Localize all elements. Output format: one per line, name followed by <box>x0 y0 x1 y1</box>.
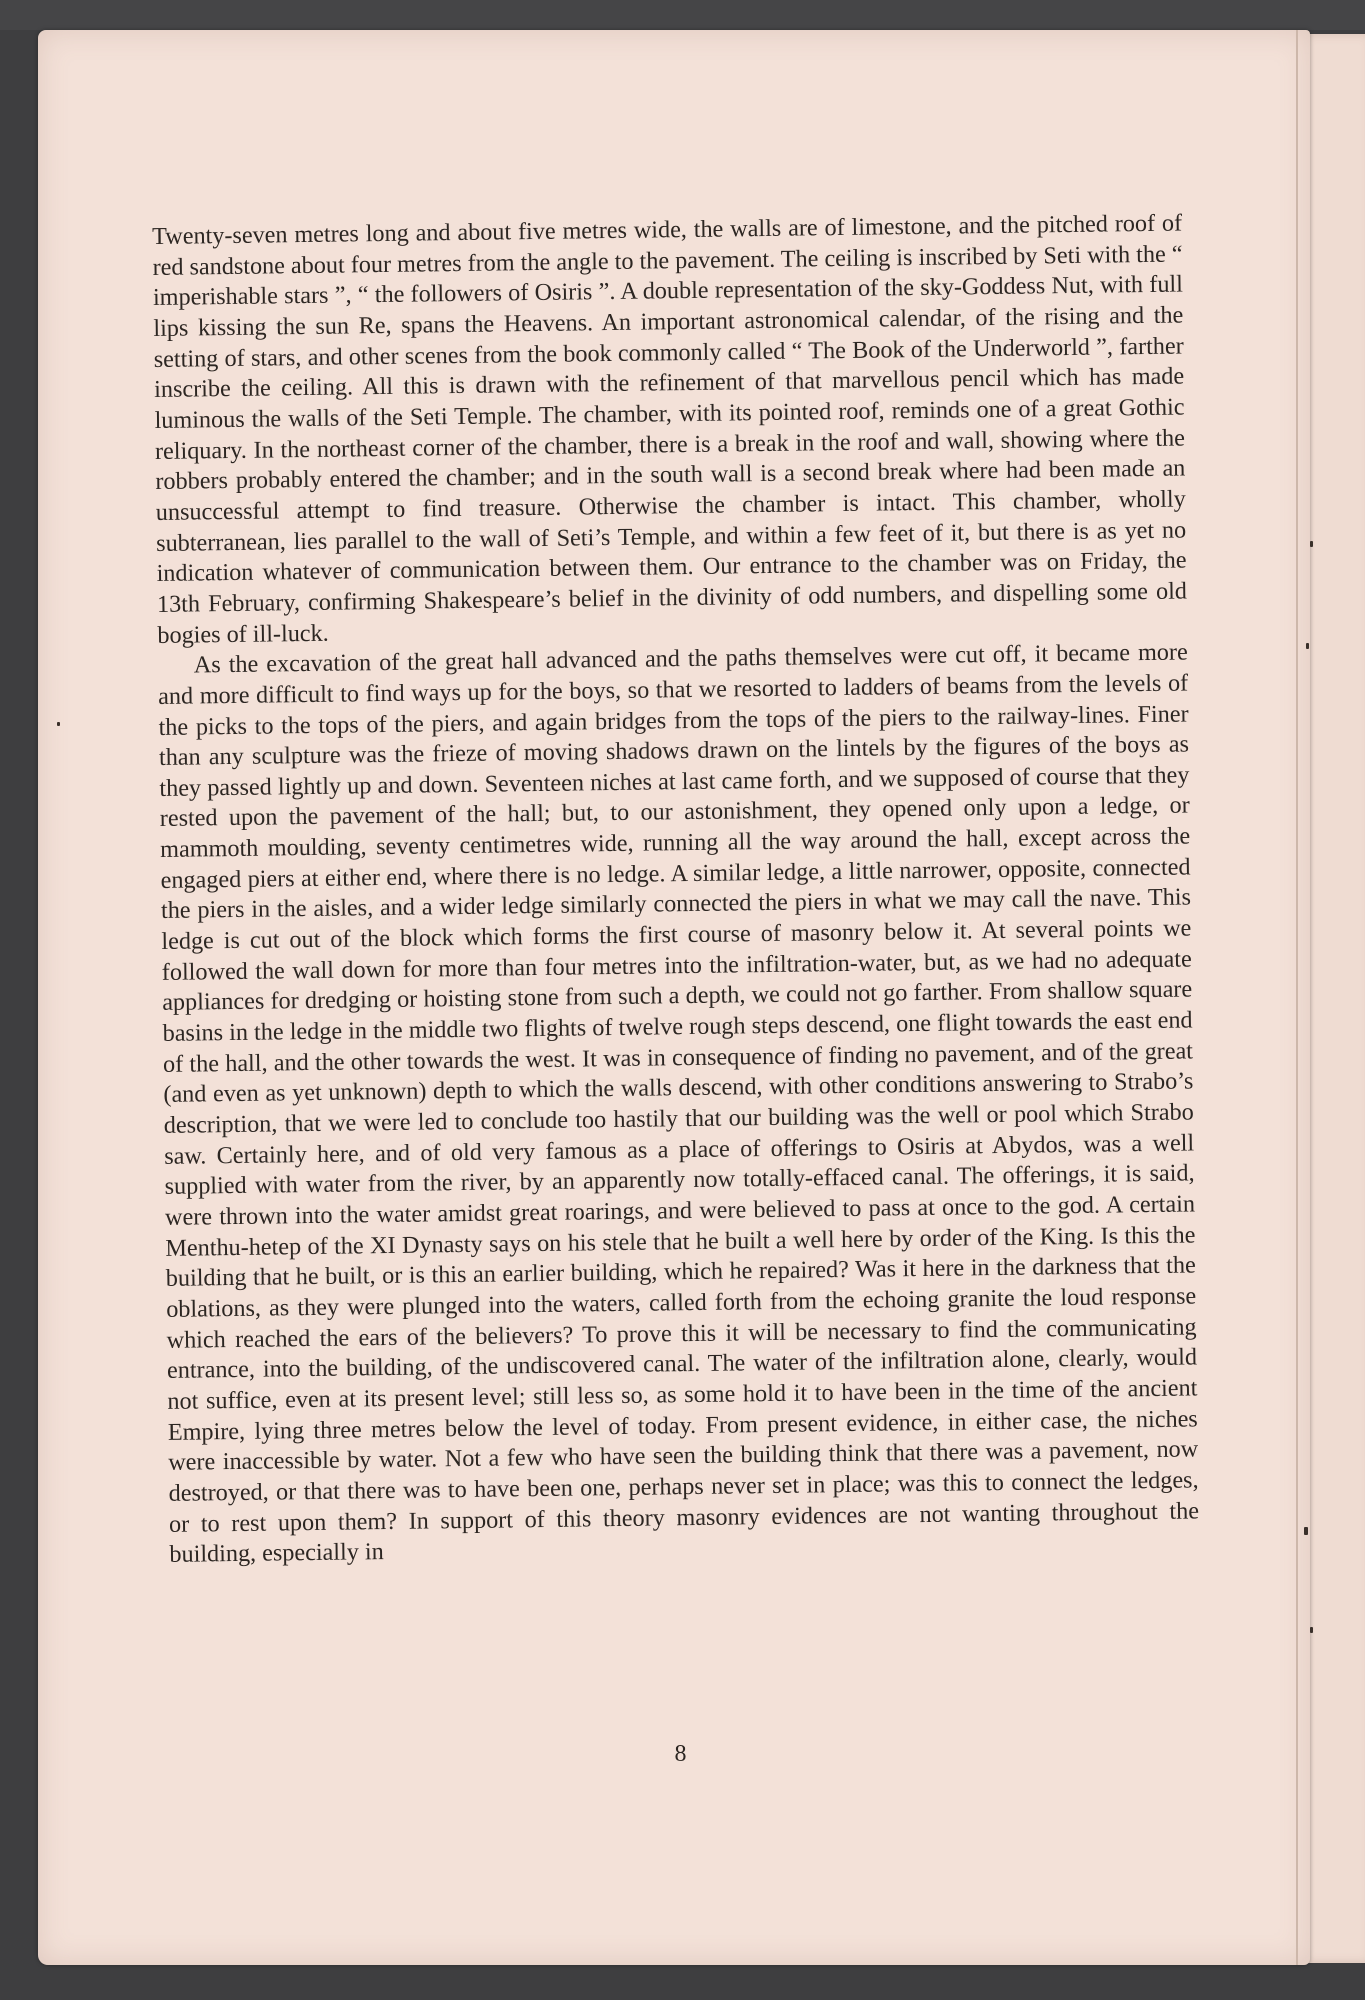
margin-speck <box>1310 541 1313 547</box>
page-number <box>0 1741 1365 1768</box>
page-fold <box>1296 30 1298 1965</box>
scan-background <box>0 0 1365 30</box>
margin-speck <box>57 722 60 726</box>
page-number-text: 8 <box>674 1741 687 1767</box>
margin-speck <box>1306 643 1309 649</box>
paragraph-2: As the excavation of the great hall advanced and the paths themselves were cut off, it became more and more difficult to find ways up for the boys, so that we resorted to ladders of beams from the levels of the picks to the tops of the piers, and again bridges from the tops of the piers to the railway-lines. Finer than any sculpture was the frieze of moving shadows drawn on the lintels by the figures of the boys as they passed lightly up and down. Seventeen niches at last came forth, and we supposed of course that they rested upon the pavement of the hall; but, to our astonishment, they opened only upon a ledge, or mammoth moulding, seventy centimetres wide, running all the way around the hall, except across the engaged piers at either end, where there is no ledge. A similar ledge, a little narrower, opposite, connected the piers in the aisles, and a wider ledge similarly connected the piers in what we may call the nave. This ledge is cut out of the block which forms the first course of masonry below it. At several points we followed the wall down for more than four metres into the infiltration-water, but, as we had no adequate appliances for dredging or hoisting stone from such a depth, we could not go farther. From shallow square basins in the ledge in the middle two flights of twelve rough steps descend, one flight towards the east end of the hall, and the other towards the west. It was in consequence of finding no pavement, and of the great (and even as yet unknown) depth to which the walls descend, with other conditions answering to Strabo’s description, that we were led to conclude too hastily that our building was the well or pool which Strabo saw. Certainly here, and of old very famous as a place of offerings to Osiris at Abydos, was a well supplied with water from the river, by an apparently now totally-effaced canal. The offerings, it is said, were thrown into the water amidst great roarings, and were believed to pass at once to the god. A certain Menthu-hetep of the XI Dynasty says on his stele that he built a well here by order of the King. Is this the building that he built, or is this an earlier building, which he repaired? Was it here in the darkness that the oblations, as they were plunged into the waters, called forth from the echoing granite the loud response which reached the ears of the believers? To prove this it will be necessary to find the communicating entrance, into the building, of the undiscovered canal. The water of the infiltration alone, clearly, would not suffice, even at its present level; still less so, as some hold it to have been in the time of the ancient Empire, lying three metres below the level of today. From present evidence, in either case, the niches were inaccessible by water. Not a few who have seen the building think that there was a pavement, now destroyed, or that there was to have been one, perhaps never set in place; was this to connect the ledges, or to rest upon them? In support of this theory masonry evidences are not wanting throughout the building, especially in <box>158 638 1200 1569</box>
margin-speck <box>1304 1527 1308 1535</box>
body-text <box>152 209 1200 1571</box>
paragraph-1: Twenty-seven metres long and about five metres wide, the walls are of limestone, and the pitched roof of red sandstone about four metres from the angle to the pavement. The ceiling is inscribed by Seti with the “ imperishable stars ”, “ the followers of Osiris ”. A double representation of the sky-Goddess Nut, with full lips kissing the sun Re, spans the Heavens. An important astronomical calendar, of the rising and the setting of stars, and other scenes from the book commonly called “ The Book of the Underworld ”, farther inscribe the ceiling. All this is drawn with the refinement of that marvellous pencil which has made luminous the walls of the Seti Temple. The chamber, with its pointed roof, reminds one of a great Gothic reliquary. In the northeast corner of the chamber, there is a break in the roof and wall, showing where the robbers probably entered the chamber; and in the south wall is a second break where had been made an unsuccessful attempt to find treasure. Otherwise the chamber is intact. This chamber, wholly subterranean, lies parallel to the wall of Seti’s Temple, and within a few feet of it, but there is as yet no indication whatever of communication between them. Our entrance to the chamber was on Friday, the 13th February, confirming Shakespeare’s belief in the divinity of odd numbers, and dispelling some old bogies of ill-luck. <box>152 209 1188 649</box>
margin-speck <box>1310 1627 1313 1633</box>
